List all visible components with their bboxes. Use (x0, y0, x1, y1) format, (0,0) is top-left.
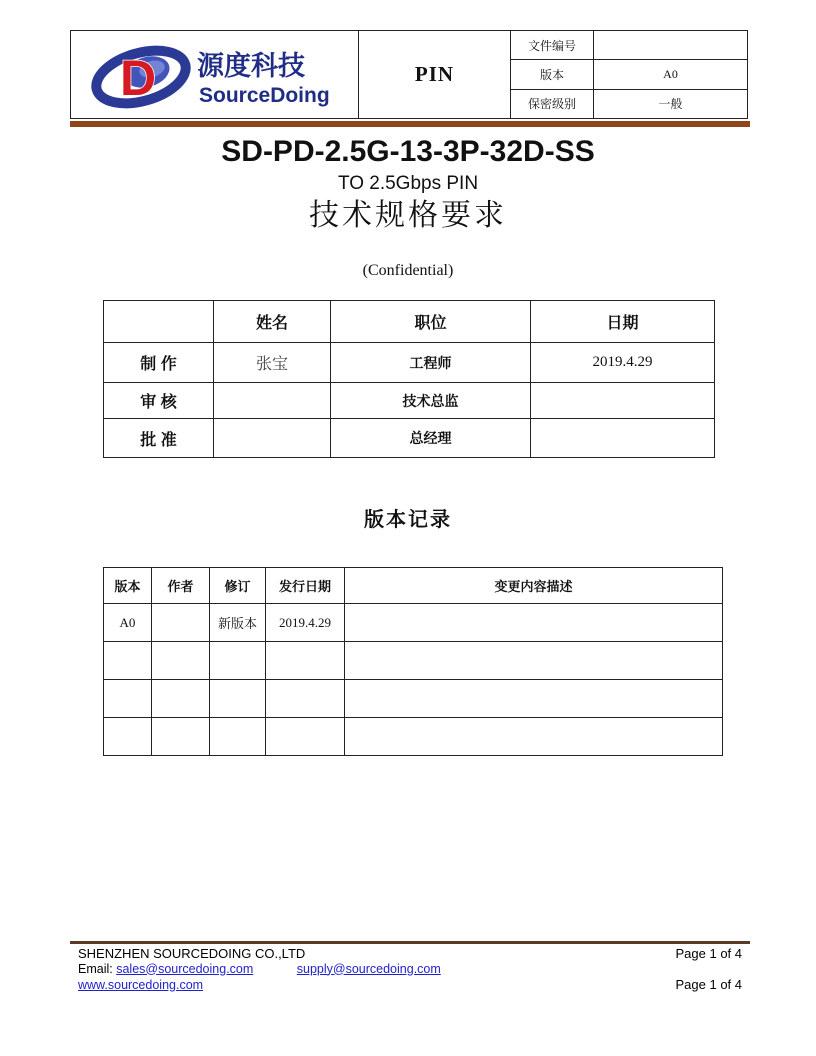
version-cell (152, 680, 210, 718)
version-header-author: 作者 (152, 568, 210, 604)
page-number-bottom: Page 1 of 4 (675, 977, 742, 992)
version-header-release-date: 发行日期 (266, 568, 345, 604)
approval-position: 技术总监 (331, 383, 531, 419)
table-row (104, 419, 715, 458)
approval-name (214, 419, 331, 458)
table-row (104, 718, 723, 756)
approval-date (531, 383, 715, 419)
logo-letter: D (119, 49, 156, 106)
version-cell (266, 642, 345, 680)
version-cell (345, 680, 723, 718)
approval-role: 批 准 (104, 419, 214, 458)
version-cell (104, 642, 152, 680)
footer-row-email (78, 962, 742, 978)
logo-company-cn: 源度科技 (196, 50, 305, 81)
version-cell (104, 680, 152, 718)
version-record-heading: 版本记录 (364, 509, 452, 531)
version-cell (266, 680, 345, 718)
email-link-supply[interactable]: supply@sourcedoing.com (296, 961, 441, 976)
version-cell (345, 604, 723, 642)
table-row (104, 642, 723, 680)
approval-header-name: 姓名 (214, 301, 331, 343)
field-security-level-value: 一般 (658, 97, 683, 112)
field-version (511, 60, 747, 89)
model-number-title: SD-PD-2.5G-13-3P-32D-SS (221, 135, 595, 168)
version-record-table (103, 567, 723, 756)
field-doc-number (511, 31, 747, 60)
version-header-version: 版本 (104, 568, 152, 604)
table-row (104, 604, 723, 642)
table-row (104, 343, 715, 383)
approval-name: 张宝 (214, 343, 331, 383)
approval-header-row (104, 301, 715, 343)
version-header-row (104, 568, 723, 604)
field-doc-number-label: 文件编号 (511, 31, 594, 59)
footer-row-company (78, 946, 742, 962)
product-type-cell: PIN (359, 31, 511, 118)
version-cell (210, 718, 266, 756)
footer-row-website (78, 977, 742, 994)
company-logo-icon (89, 37, 341, 113)
version-cell (266, 718, 345, 756)
confidential-label: (Confidential) (362, 261, 454, 279)
version-header-change-description: 变更内容描述 (345, 568, 723, 604)
approval-position: 总经理 (331, 419, 531, 458)
product-subtitle: TO 2.5Gbps PIN (337, 172, 479, 194)
version-cell (152, 604, 210, 642)
header-fields (511, 31, 747, 118)
header-table (70, 30, 748, 119)
email-label: Email: (78, 961, 113, 976)
page-number-top: Page 1 of 4 (675, 946, 742, 961)
email-link-sales[interactable]: sales@sourcedoing.com (116, 961, 254, 976)
footer-divider-line (70, 941, 750, 944)
field-version-label: 版本 (511, 60, 594, 88)
approval-role: 审 核 (104, 383, 214, 419)
approval-header-date: 日期 (531, 301, 715, 343)
version-cell (152, 718, 210, 756)
version-header-revision: 修订 (210, 568, 266, 604)
approval-header-blank (104, 301, 214, 343)
approval-date (531, 419, 715, 458)
approval-date: 2019.4.29 (531, 343, 715, 383)
version-cell (210, 680, 266, 718)
logo-cell (71, 31, 359, 118)
header-accent-line (70, 121, 750, 127)
footer-company-name: SHENZHEN SOURCEDOING CO.,LTD (78, 946, 306, 961)
approval-table (103, 300, 715, 458)
title-block (0, 136, 816, 279)
logo-company-en: SourceDoing (198, 83, 330, 107)
version-cell (210, 642, 266, 680)
website-link[interactable]: www.sourcedoing.com (78, 978, 204, 992)
field-security-level (511, 90, 747, 118)
field-version-value: A0 (663, 66, 678, 81)
version-cell: 新版本 (210, 604, 266, 642)
field-doc-number-value (594, 31, 747, 59)
document-type-title: 技术规格要求 (309, 198, 507, 232)
version-cell: 2019.4.29 (266, 604, 345, 642)
version-cell (104, 718, 152, 756)
approval-role: 制 作 (104, 343, 214, 383)
approval-name (214, 383, 331, 419)
version-cell (152, 642, 210, 680)
version-cell (345, 642, 723, 680)
field-security-level-label: 保密级别 (511, 90, 594, 118)
table-row (104, 383, 715, 419)
approval-position: 工程师 (331, 343, 531, 383)
approval-header-position: 职位 (331, 301, 531, 343)
table-row (104, 680, 723, 718)
footer (78, 946, 742, 994)
version-cell (345, 718, 723, 756)
version-cell: A0 (104, 604, 152, 642)
